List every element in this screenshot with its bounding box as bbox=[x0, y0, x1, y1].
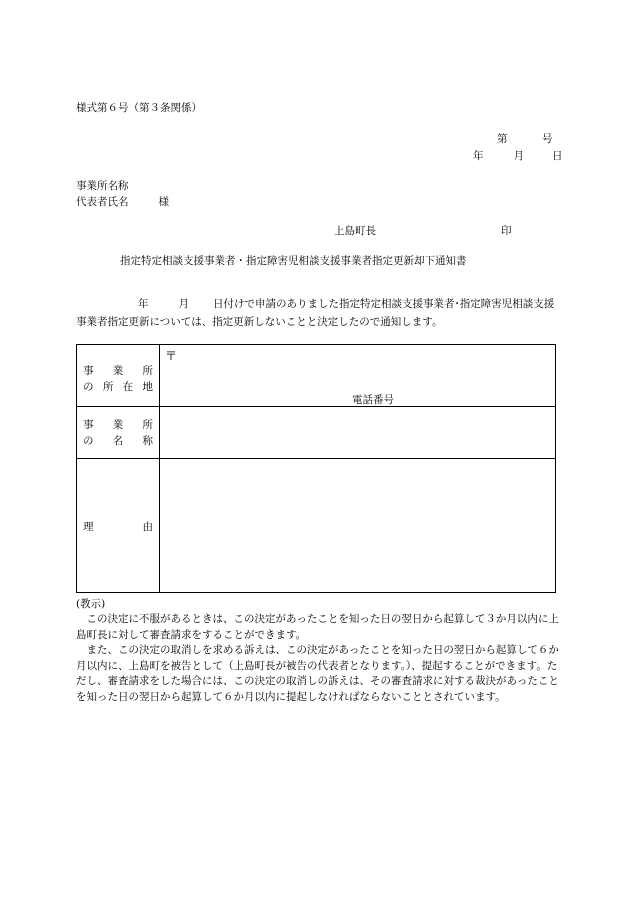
recipient-representative bbox=[76, 194, 169, 209]
document-number-suffix: 号 bbox=[542, 133, 553, 145]
representative-label: 代表者氏名 bbox=[76, 196, 129, 208]
issuer-name: 上島町長 bbox=[334, 225, 376, 237]
reason-label bbox=[77, 459, 160, 593]
document-number-prefix: 第 bbox=[497, 133, 508, 145]
issue-date bbox=[473, 148, 563, 163]
recipient-office-name-label: 事業所名称 bbox=[76, 180, 129, 192]
date-year: 年 bbox=[473, 150, 484, 162]
name-label-line1: 事 業 所 bbox=[83, 419, 153, 431]
notice-text bbox=[76, 612, 560, 706]
date-day: 日 bbox=[552, 150, 563, 162]
location-value-cell[interactable] bbox=[160, 345, 556, 407]
notice-paragraph-2: また、この決定の取消しを求める訴えは、この決定があったことを知った日の翌日から起算して６か月以内に、上島町を被告として（上島町長が被告の代表者となります。）、提起することができます。ただし、審査請求をした場合には、この決定の取消しの訴えは、その審査請求に対する裁決があったことを知った日の翌日から起算して６か月以内に提起しなければならないこととされています。 bbox=[76, 644, 559, 703]
name-label bbox=[77, 407, 160, 459]
table-row-reason bbox=[77, 459, 556, 593]
phone-label: 電話番号 bbox=[352, 394, 394, 406]
form-number: 様式第６号（第３条関係） bbox=[76, 102, 202, 114]
body-text: 日付けで申請のありました指定特定相談支援事業者･指定障害児相談支援事業者指定更新については、指定更新しないことと決定したので通知します。 bbox=[76, 298, 555, 328]
name-value-cell[interactable] bbox=[160, 407, 556, 459]
seal-mark: 印 bbox=[501, 225, 512, 237]
date-month: 月 bbox=[513, 150, 524, 162]
location-label-line2: の 所 在 地 bbox=[83, 381, 153, 393]
table-row-name bbox=[77, 407, 556, 459]
honorific: 様 bbox=[158, 196, 169, 208]
name-label-line2: の 名 称 bbox=[83, 435, 153, 447]
document-title: 指定特定相談支援事業者・指定障害児相談支援事業者指定更新却下通知書 bbox=[120, 255, 467, 267]
postal-mark: 〒 bbox=[165, 349, 178, 363]
notice-paragraph-1: この決定に不服があるときは、この決定があったことを知った日の翌日から起算して３か月以内に上島町長に対して審査請求をすることができます。 bbox=[76, 613, 559, 641]
reason-value-cell[interactable] bbox=[160, 459, 556, 593]
notification-body bbox=[76, 295, 562, 331]
location-label-line1: 事 業 所 bbox=[83, 365, 153, 377]
notice-heading: (教示) bbox=[76, 598, 106, 610]
location-label bbox=[77, 345, 160, 407]
business-info-table bbox=[76, 344, 556, 593]
body-month: 月 bbox=[178, 298, 189, 310]
reason-label-line: 理 由 bbox=[83, 521, 153, 533]
table-row-location bbox=[77, 345, 556, 407]
body-year: 年 bbox=[138, 298, 149, 310]
